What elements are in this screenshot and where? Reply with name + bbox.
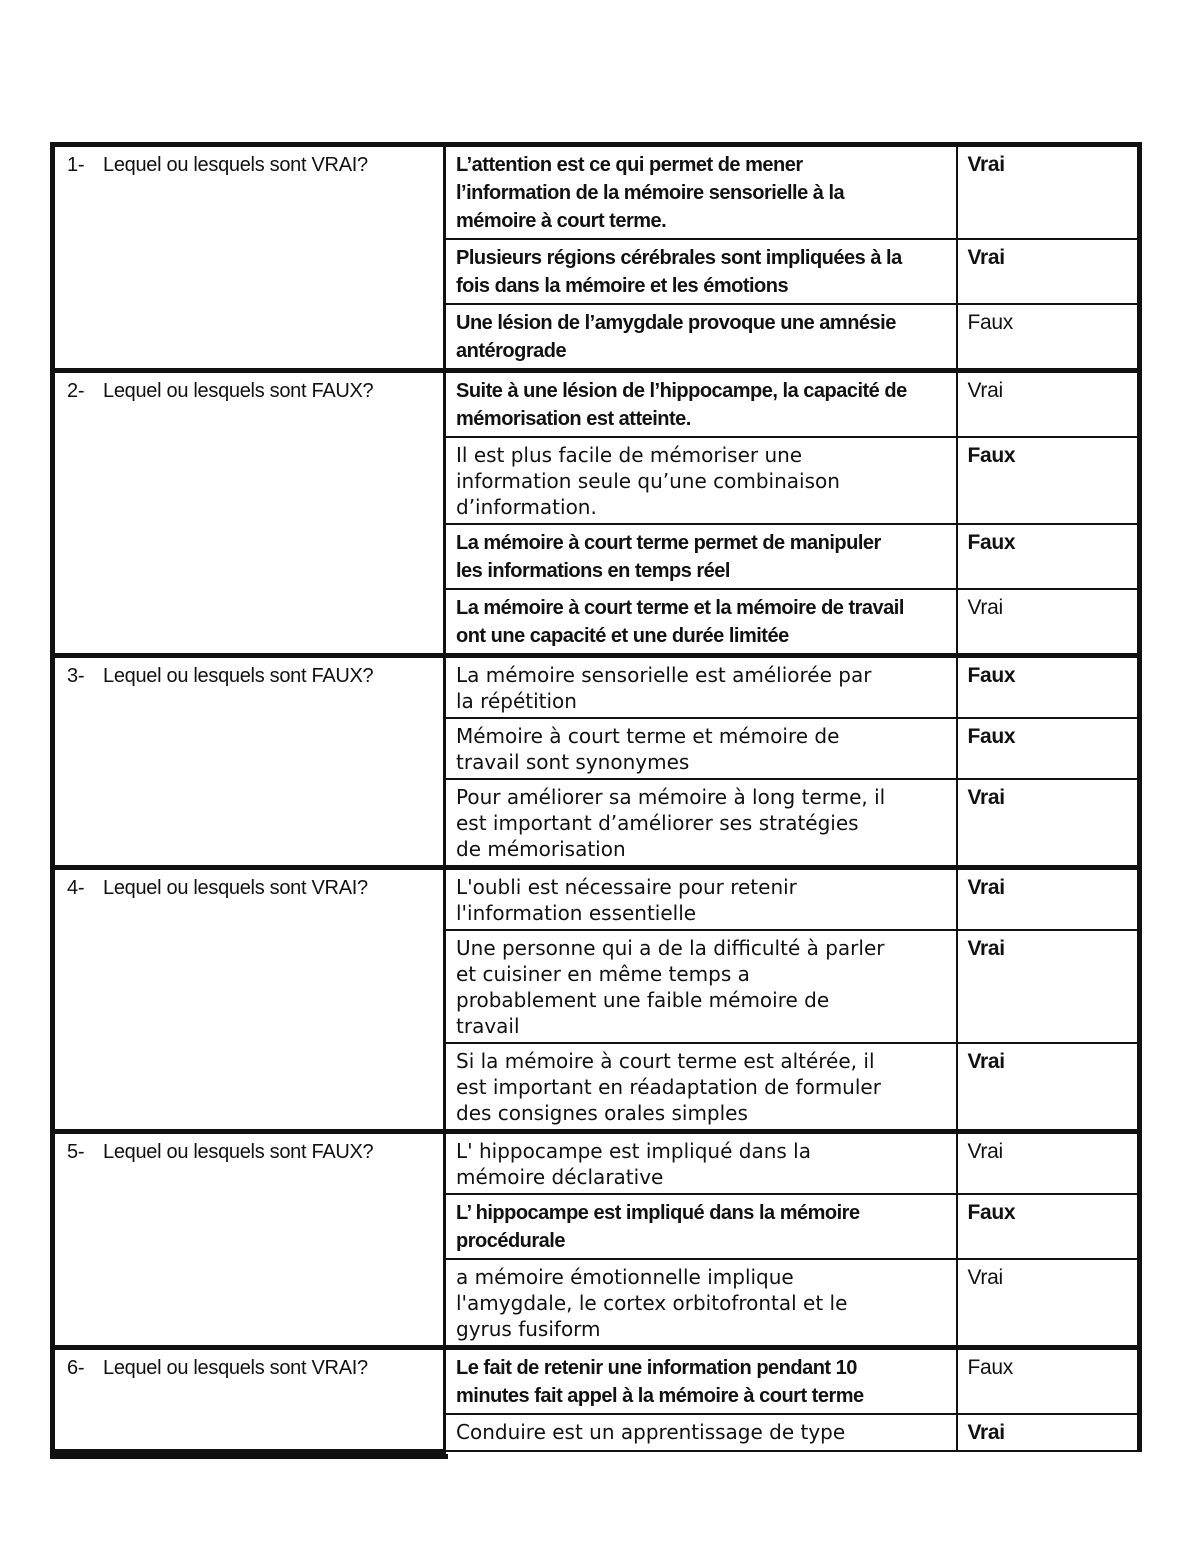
statement-cell bbox=[445, 524, 957, 589]
question-number: 6- bbox=[67, 1357, 85, 1379]
statement-cell bbox=[445, 1194, 957, 1259]
table-row bbox=[53, 1348, 1140, 1415]
question-prompt: Lequel ou lesquels sont VRAI? bbox=[103, 154, 368, 176]
statement-line: L’ hippocampe est impliqué dans la mémoire bbox=[456, 1202, 860, 1224]
answer-cell: Faux bbox=[957, 656, 1140, 719]
table-row bbox=[53, 371, 1140, 438]
table-row bbox=[53, 1132, 1140, 1195]
question-prompt: Lequel ou lesquels sont FAUX? bbox=[103, 1141, 374, 1163]
question-number: 5- bbox=[67, 1141, 85, 1163]
statement-line: fois dans la mémoire et les émotions bbox=[456, 275, 789, 297]
statement-line: Une personne qui a de la difficulté à parler bbox=[456, 936, 885, 960]
answer-cell: Vrai bbox=[957, 371, 1140, 438]
statement-line: procédurale bbox=[456, 1230, 565, 1252]
statement-cell bbox=[445, 437, 957, 524]
question-cell bbox=[53, 868, 445, 1132]
statement-line: Mémoire à court terme et mémoire de bbox=[456, 724, 840, 748]
quiz-table bbox=[50, 142, 1142, 1454]
statement-line: Si la mémoire à court terme est altérée, il bbox=[456, 1049, 875, 1073]
table-bottom-rule bbox=[50, 1454, 448, 1459]
answer-cell: Faux bbox=[957, 1194, 1140, 1259]
answer-cell: Vrai bbox=[957, 1259, 1140, 1348]
statement-line: mémoire à court terme. bbox=[456, 210, 667, 232]
question-number: 3- bbox=[67, 665, 85, 687]
table-row bbox=[53, 656, 1140, 719]
statement-line: est important d’améliorer ses stratégies bbox=[456, 811, 859, 835]
statement-cell bbox=[445, 1348, 957, 1415]
statement-line: Suite à une lésion de l’hippocampe, la capacité de bbox=[456, 380, 907, 402]
statement-line: travail sont synonymes bbox=[456, 750, 690, 774]
quiz-table-body bbox=[53, 145, 1140, 1452]
statement-cell bbox=[445, 589, 957, 656]
statement-line: a mémoire émotionnelle implique bbox=[456, 1265, 794, 1289]
statement-line: L'oubli est nécessaire pour retenir bbox=[456, 875, 797, 899]
statement-line: mémorisation est atteinte. bbox=[456, 408, 691, 430]
question-number: 4- bbox=[67, 877, 85, 899]
statement-cell bbox=[445, 779, 957, 868]
statement-line: d’information. bbox=[456, 495, 597, 519]
statement-line: information seule qu’une combinaison bbox=[456, 469, 840, 493]
statement-line: travail bbox=[456, 1014, 520, 1038]
statement-line: Le fait de retenir une information pendant 10 bbox=[456, 1357, 857, 1379]
answer-cell: Faux bbox=[957, 524, 1140, 589]
statement-line: La mémoire sensorielle est améliorée par bbox=[456, 663, 872, 687]
question-number: 2- bbox=[67, 380, 85, 402]
question-prompt: Lequel ou lesquels sont FAUX? bbox=[103, 665, 374, 687]
statement-line: ont une capacité et une durée limitée bbox=[456, 625, 789, 647]
answer-cell: Faux bbox=[957, 718, 1140, 779]
statement-cell bbox=[445, 868, 957, 931]
statement-line: gyrus fusiform bbox=[456, 1317, 601, 1341]
question-cell bbox=[53, 656, 445, 868]
answer-cell: Vrai bbox=[957, 589, 1140, 656]
statement-line: l'amygdale, le cortex orbitofrontal et le bbox=[456, 1291, 848, 1315]
answer-cell: Vrai bbox=[957, 145, 1140, 240]
statement-line: Une lésion de l’amygdale provoque une amnésie bbox=[456, 312, 896, 334]
question-number: 1- bbox=[67, 154, 85, 176]
statement-line: minutes fait appel à la mémoire à court terme bbox=[456, 1385, 864, 1407]
answer-cell: Vrai bbox=[957, 1043, 1140, 1132]
statement-line: et cuisiner en même temps a bbox=[456, 962, 750, 986]
statement-line: Il est plus facile de mémoriser une bbox=[456, 443, 803, 467]
statement-cell bbox=[445, 930, 957, 1043]
statement-line: antérograde bbox=[456, 340, 567, 362]
statement-line: de mémorisation bbox=[456, 837, 626, 861]
question-cell bbox=[53, 1132, 445, 1348]
answer-cell: Vrai bbox=[957, 779, 1140, 868]
question-cell bbox=[53, 1348, 445, 1452]
statement-cell bbox=[445, 239, 957, 304]
statement-line: mémoire déclarative bbox=[456, 1165, 664, 1189]
statement-cell bbox=[445, 304, 957, 371]
statement-line: L’attention est ce qui permet de mener bbox=[456, 154, 803, 176]
statement-line: l'information essentielle bbox=[456, 901, 697, 925]
statement-line: Conduire est un apprentissage de type bbox=[456, 1420, 846, 1444]
statement-cell bbox=[445, 656, 957, 719]
question-prompt: Lequel ou lesquels sont FAUX? bbox=[103, 380, 374, 402]
statement-line: L' hippocampe est impliqué dans la bbox=[456, 1139, 811, 1163]
statement-line: est important en réadaptation de formuler bbox=[456, 1075, 881, 1099]
statement-line: La mémoire à court terme permet de manipuler bbox=[456, 532, 881, 554]
statement-cell bbox=[445, 1414, 957, 1451]
answer-cell: Faux bbox=[957, 1348, 1140, 1415]
answer-cell: Vrai bbox=[957, 239, 1140, 304]
question-cell bbox=[53, 145, 445, 371]
answer-cell: Vrai bbox=[957, 1132, 1140, 1195]
statement-cell bbox=[445, 1132, 957, 1195]
answer-cell: Vrai bbox=[957, 868, 1140, 931]
statement-line: probablement une faible mémoire de bbox=[456, 988, 830, 1012]
statement-cell bbox=[445, 1043, 957, 1132]
statement-cell bbox=[445, 718, 957, 779]
statement-line: l’information de la mémoire sensorielle à la bbox=[456, 182, 845, 204]
statement-line: La mémoire à court terme et la mémoire de travail bbox=[456, 597, 904, 619]
statement-line: Pour améliorer sa mémoire à long terme, il bbox=[456, 785, 886, 809]
answer-cell: Faux bbox=[957, 304, 1140, 371]
statement-line: les informations en temps réel bbox=[456, 560, 730, 582]
statement-cell bbox=[445, 145, 957, 240]
statement-line: Plusieurs régions cérébrales sont impliquées à la bbox=[456, 247, 902, 269]
answer-cell: Vrai bbox=[957, 930, 1140, 1043]
question-prompt: Lequel ou lesquels sont VRAI? bbox=[103, 1357, 368, 1379]
table-row bbox=[53, 868, 1140, 931]
answer-cell: Vrai bbox=[957, 1414, 1140, 1451]
statement-line: des consignes orales simples bbox=[456, 1101, 748, 1125]
answer-cell: Faux bbox=[957, 437, 1140, 524]
statement-cell bbox=[445, 1259, 957, 1348]
question-prompt: Lequel ou lesquels sont VRAI? bbox=[103, 877, 368, 899]
question-cell bbox=[53, 371, 445, 656]
statement-line: la répétition bbox=[456, 689, 577, 713]
statement-cell bbox=[445, 371, 957, 438]
table-row bbox=[53, 145, 1140, 240]
